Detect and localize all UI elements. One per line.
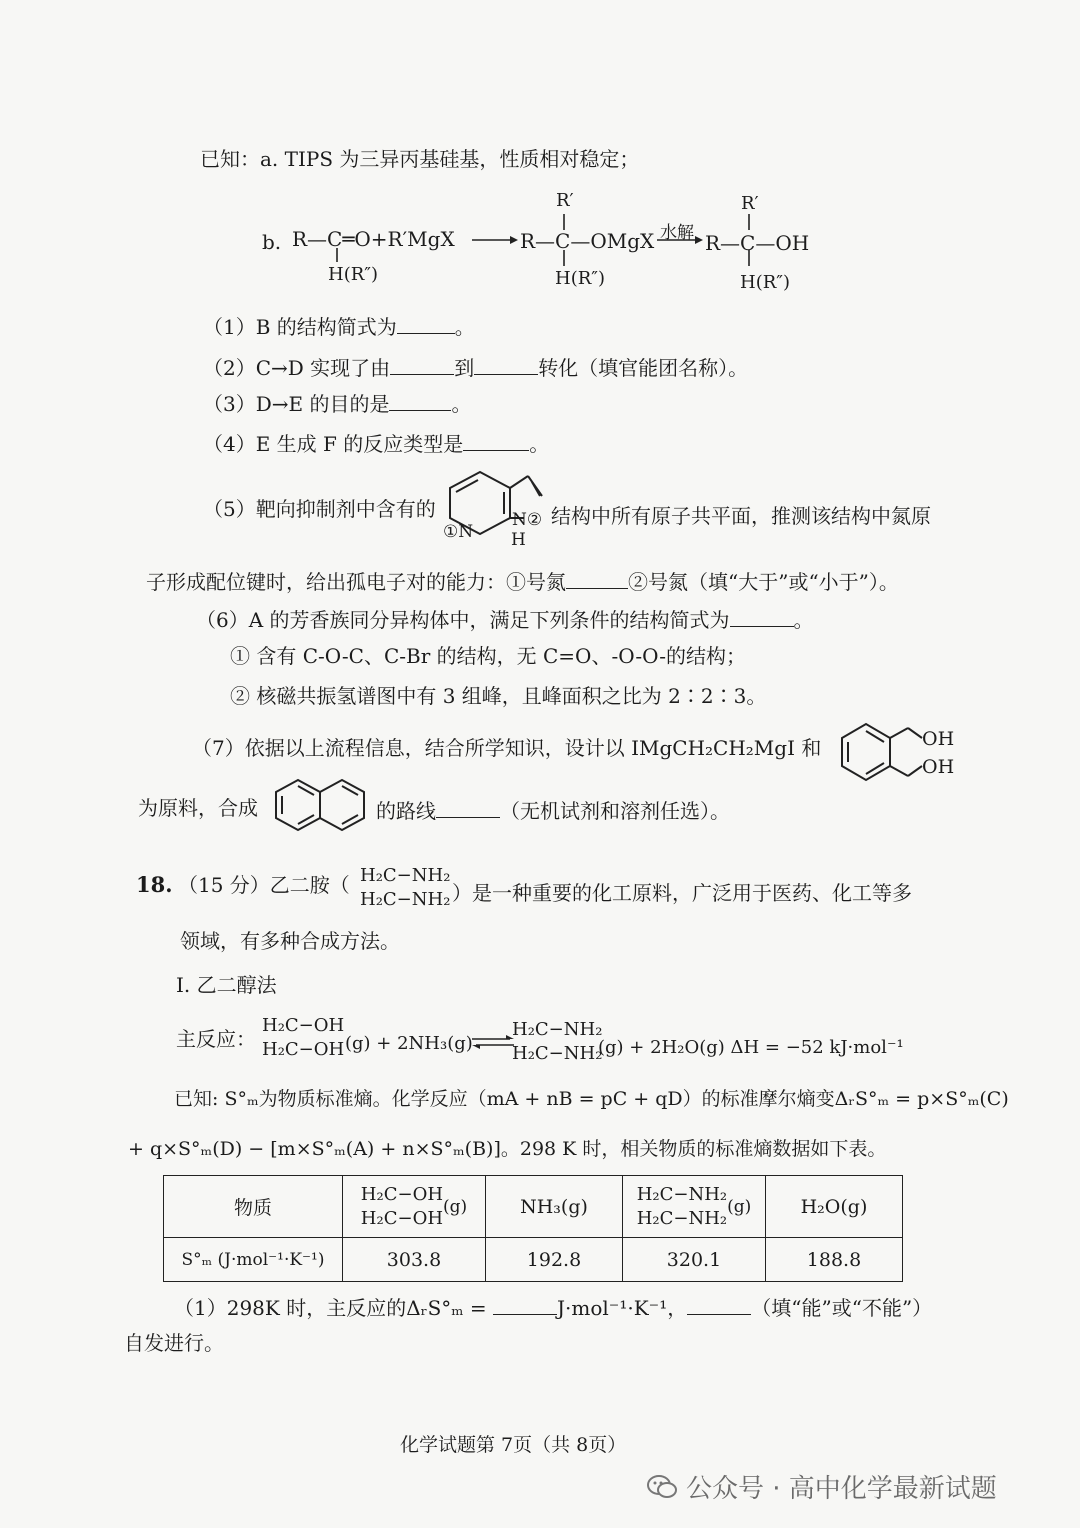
section-title: I. 乙二醇法 — [176, 973, 277, 997]
answer-blank[interactable] — [730, 606, 794, 627]
grignard-product: R—C—OH — [705, 231, 810, 255]
answer-blank[interactable] — [389, 390, 451, 411]
grignard-r1: R′ — [556, 190, 574, 211]
entropy-definition-b: + q×S°ₘ(D) − [m×S°ₘ(A) + n×S°ₘ(B)]。298 K 时，相关物质的标准熵数据如下表。 — [128, 1138, 887, 1160]
ethylene-glycol-formula-1: H₂C−OH — [262, 1015, 345, 1036]
ethylenediamine-formula-1: H₂C−NH₂ — [360, 865, 451, 886]
question-7-b: 为原料，合成 — [138, 796, 258, 820]
question-18-1: （1）298K 时，主反应的ΔᵣS°ₘ = J·mol⁻¹·K⁻¹， （填“能”或“不能”） — [174, 1296, 933, 1320]
question-6: （6）A 的芳香族同分异构体中，满足下列条件的结构简式为 。 — [196, 608, 814, 632]
entropy-table — [163, 1175, 903, 1282]
table-header-substance: 物质 — [164, 1176, 343, 1238]
answer-blank[interactable] — [687, 1294, 751, 1315]
table-header-ammonia: NH₃(g) — [486, 1176, 623, 1238]
hydroxyl-1-label: OH — [922, 728, 955, 750]
question-7-a: （7）依据以上流程信息，结合所学知识，设计以 IMgCH₂CH₂MgI 和 — [192, 736, 822, 760]
question-2: （2）C→D 实现了由 到 转化（填官能团名称）。 — [203, 356, 749, 380]
wechat-icon — [646, 1473, 678, 1501]
known-b-label: b. — [262, 230, 282, 254]
question-6-condition-1: ① 含有 C-O-C、C-Br 的结构，无 C=O、-O-O-的结构； — [230, 644, 746, 668]
nitrogen-1-label: ①N — [443, 522, 474, 542]
question-18-1-end: 自发进行。 — [124, 1331, 224, 1355]
answer-blank[interactable] — [463, 430, 529, 451]
question-5-a: （5）靶向抑制剂中含有的 — [203, 497, 436, 521]
ethylenediamine-formula-2: H₂C−NH₂ — [360, 889, 451, 910]
grignard-reactant: R—C═O+R′MgX — [292, 227, 455, 251]
reaction-middle: (g) + 2NH₃(g) — [345, 1033, 473, 1054]
table-header-ethylenediamine: H₂C−NH₂ H₂C−NH₂ (g) — [623, 1176, 766, 1238]
question-5-b: 结构中所有原子共平面，推测该结构中氮原 — [551, 504, 931, 528]
table-header-glycol: H₂C−OH H₂C−OH (g) — [343, 1176, 486, 1238]
table-cell: 320.1 — [623, 1238, 766, 1282]
naphthalene-structure — [272, 778, 372, 838]
watermark-text: 公众号 · 高中化学最新试题 — [686, 1474, 997, 1504]
known-a: a. TIPS 为三异丙基硅基，性质相对稳定； — [260, 147, 640, 171]
equilibrium-arrow-icon — [470, 1034, 516, 1050]
question-1: （1）B 的结构简式为 。 — [203, 315, 475, 339]
page-footer: 化学试题第 7页（共 8页） — [400, 1434, 627, 1456]
answer-blank[interactable] — [397, 313, 455, 334]
question-18-intro-c: 领域，有多种合成方法。 — [180, 929, 400, 953]
ethylene-glycol-formula-2: H₂C−OH — [262, 1039, 345, 1060]
answer-blank[interactable] — [474, 354, 538, 375]
grignard-r1b: R′ — [741, 193, 759, 214]
hydrolysis-label: 水解 — [660, 223, 694, 243]
known-label: 已知： — [200, 147, 260, 171]
grignard-h3: H(R″) — [740, 272, 791, 293]
question-18-intro-a: （15 分）乙二胺（ — [178, 873, 350, 897]
answer-blank[interactable] — [566, 568, 628, 589]
question-18-intro-b: ）是一种重要的化工原料，广泛用于医药、化工等多 — [452, 881, 912, 905]
table-cell: 303.8 — [343, 1238, 486, 1282]
question-6-condition-2: ② 核磁共振氢谱图中有 3 组峰，且峰面积之比为 2∶2∶3。 — [230, 684, 767, 708]
question-5-c: 子形成配位键时，给出孤电子对的能力：①号氮 ②号氮（填“大于”或“小于”）。 — [146, 570, 899, 594]
table-header-row — [164, 1176, 903, 1238]
hydroxyl-2-label: OH — [922, 756, 955, 778]
watermark — [646, 1468, 997, 1505]
answer-blank[interactable] — [493, 1294, 557, 1315]
answer-blank[interactable] — [390, 354, 454, 375]
ethylenediamine-product-2: H₂C−NH₂ — [512, 1043, 603, 1064]
question-4: （4）E 生成 F 的反应类型是 。 — [203, 432, 550, 456]
table-header-water: H₂O(g) — [766, 1176, 903, 1238]
nitrogen-h-label: H — [511, 530, 526, 550]
grignard-h2: H(R″) — [555, 268, 606, 289]
table-row-label: S°ₘ (J·mol⁻¹·K⁻¹) — [164, 1238, 343, 1282]
answer-blank[interactable] — [436, 797, 500, 818]
ethylenediamine-product-1: H₂C−NH₂ — [512, 1019, 603, 1040]
grignard-h1: H(R″) — [328, 264, 379, 285]
reaction-end: (g) + 2H₂O(g) ΔH = −52 kJ·mol⁻¹ — [598, 1037, 904, 1058]
reaction-label: 主反应： — [176, 1027, 256, 1051]
question-18-number: 18. — [136, 872, 173, 897]
entropy-definition-a: 已知: S°ₘ为物质标准熵。化学反应（mA + nB = pC + qD）的标准摩尔熵变ΔᵣS°ₘ = p×S°ₘ(C) — [174, 1088, 1009, 1110]
table-cell: 188.8 — [766, 1238, 903, 1282]
table-row — [164, 1238, 903, 1282]
benzenedimethanol-structure — [836, 722, 926, 792]
question-7-c: 的路线 （无机试剂和溶剂任选）。 — [376, 799, 730, 823]
table-cell: 192.8 — [486, 1238, 623, 1282]
grignard-intermediate: R—C—OMgX — [520, 229, 655, 253]
nitrogen-2-label: N② — [512, 510, 543, 530]
question-3: （3）D→E 的目的是 。 — [203, 392, 472, 416]
